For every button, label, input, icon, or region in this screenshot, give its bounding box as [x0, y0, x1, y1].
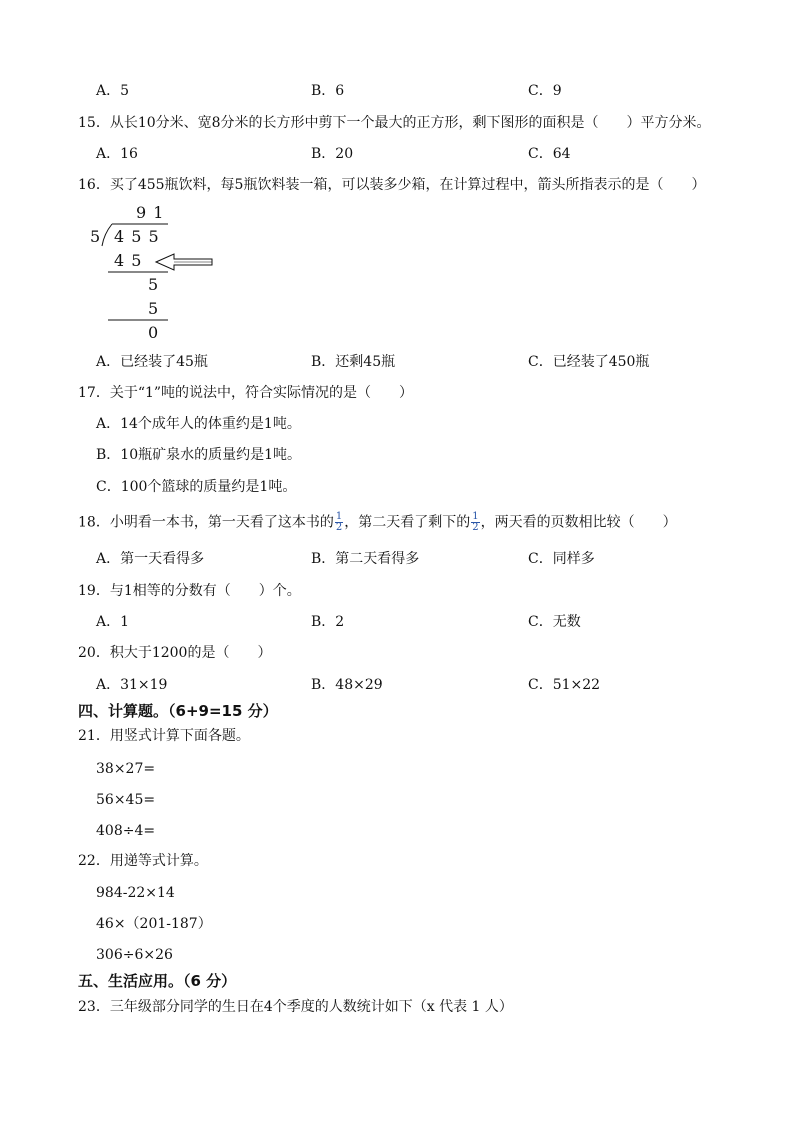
q14-option-a: A．5	[96, 83, 130, 99]
q20-option-c: C．51×22	[528, 677, 601, 693]
q21-question: 21．用竖式计算下面各题。	[78, 728, 250, 744]
q15-question: 15．从长10分米、宽8分米的长方形中剪下一个最大的正方形，剩下图形的面积是（ ）平方分米。	[78, 115, 711, 131]
q20-option-b: B．48×29	[311, 677, 383, 693]
q15-option-c: C．64	[528, 146, 571, 162]
q17-option-c: C．100个篮球的质量约是1吨。	[96, 479, 297, 495]
division-step1: 4 5	[114, 251, 143, 270]
q19-question: 19．与1相等的分数有（ ）个。	[78, 583, 301, 599]
q15-option-a: A．16	[96, 146, 138, 162]
section-4-heading: 四、计算题。（6+9=15 分）	[78, 702, 278, 720]
fraction-denominator: 2	[335, 522, 343, 533]
q21-item: 408÷4=	[96, 823, 156, 839]
q15-option-b: B．20	[311, 146, 354, 162]
fraction-one-half	[471, 512, 479, 533]
q21-item: 38×27=	[96, 761, 156, 777]
division-dividend: 4 5 5	[114, 227, 160, 246]
q18-question	[78, 512, 677, 533]
division-remainder2: 0	[148, 323, 159, 342]
q16-option-b: B．还剩45瓶	[311, 354, 396, 370]
q22-question: 22．用递等式计算。	[78, 853, 208, 869]
q21-item: 56×45=	[96, 792, 156, 808]
q17-option-b: B．10瓶矿泉水的质量约是1吨。	[96, 447, 302, 463]
division-quotient: 9 1	[136, 203, 165, 222]
q20-option-a: A．31×19	[96, 677, 168, 693]
fraction-one-half	[335, 512, 343, 533]
division-step2: 5	[148, 299, 159, 318]
fraction-denominator: 2	[472, 522, 479, 533]
q18-text-part3: ，两天看的页数相比较（ ）	[480, 514, 677, 531]
q14-option-b: B．6	[311, 83, 345, 99]
fraction-numerator: 1	[335, 511, 343, 522]
q18-option-b: B．第二天看得多	[311, 551, 420, 567]
q16-option-a: A．已经装了45瓶	[96, 354, 208, 370]
fraction-numerator: 1	[472, 511, 479, 522]
q19-option-a: A．1	[96, 614, 130, 630]
q16-question: 16．买了455瓶饮料，每5瓶饮料装一箱，可以装多少箱，在计算过程中，箭头所指表示的是（ ）	[78, 177, 706, 193]
division-remainder1: 5	[148, 275, 159, 294]
arrow-icon	[156, 254, 212, 270]
section-5-heading: 五、生活应用。（6 分）	[78, 972, 237, 990]
q18-text-part2: ，第二天看了剩下的	[344, 514, 471, 531]
q19-option-c: C．无数	[528, 614, 581, 630]
q19-option-b: B．2	[311, 614, 345, 630]
q22-item: 46×（201-187）	[96, 916, 212, 932]
q23-question: 23．三年级部分同学的生日在4个季度的人数统计如下（x 代表 1 人）	[78, 999, 513, 1015]
q17-question: 17．关于“1”吨的说法中，符合实际情况的是（ ）	[78, 385, 414, 401]
long-division-figure	[90, 202, 220, 342]
q14-option-c: C．9	[528, 83, 562, 99]
long-division-lines	[90, 202, 220, 342]
division-divisor: 5	[90, 227, 101, 246]
q18-text-part1: 18．小明看一本书，第一天看了这本书的	[78, 514, 334, 531]
q18-option-c: C．同样多	[528, 551, 595, 567]
q20-question: 20．积大于1200的是（ ）	[78, 645, 272, 661]
q17-option-a: A．14个成年人的体重约是1吨。	[96, 416, 301, 432]
q16-option-c: C．已经装了450瓶	[528, 354, 650, 370]
q22-item: 984-22×14	[96, 885, 175, 901]
q22-item: 306÷6×26	[96, 947, 173, 963]
q18-option-a: A．第一天看得多	[96, 551, 205, 567]
